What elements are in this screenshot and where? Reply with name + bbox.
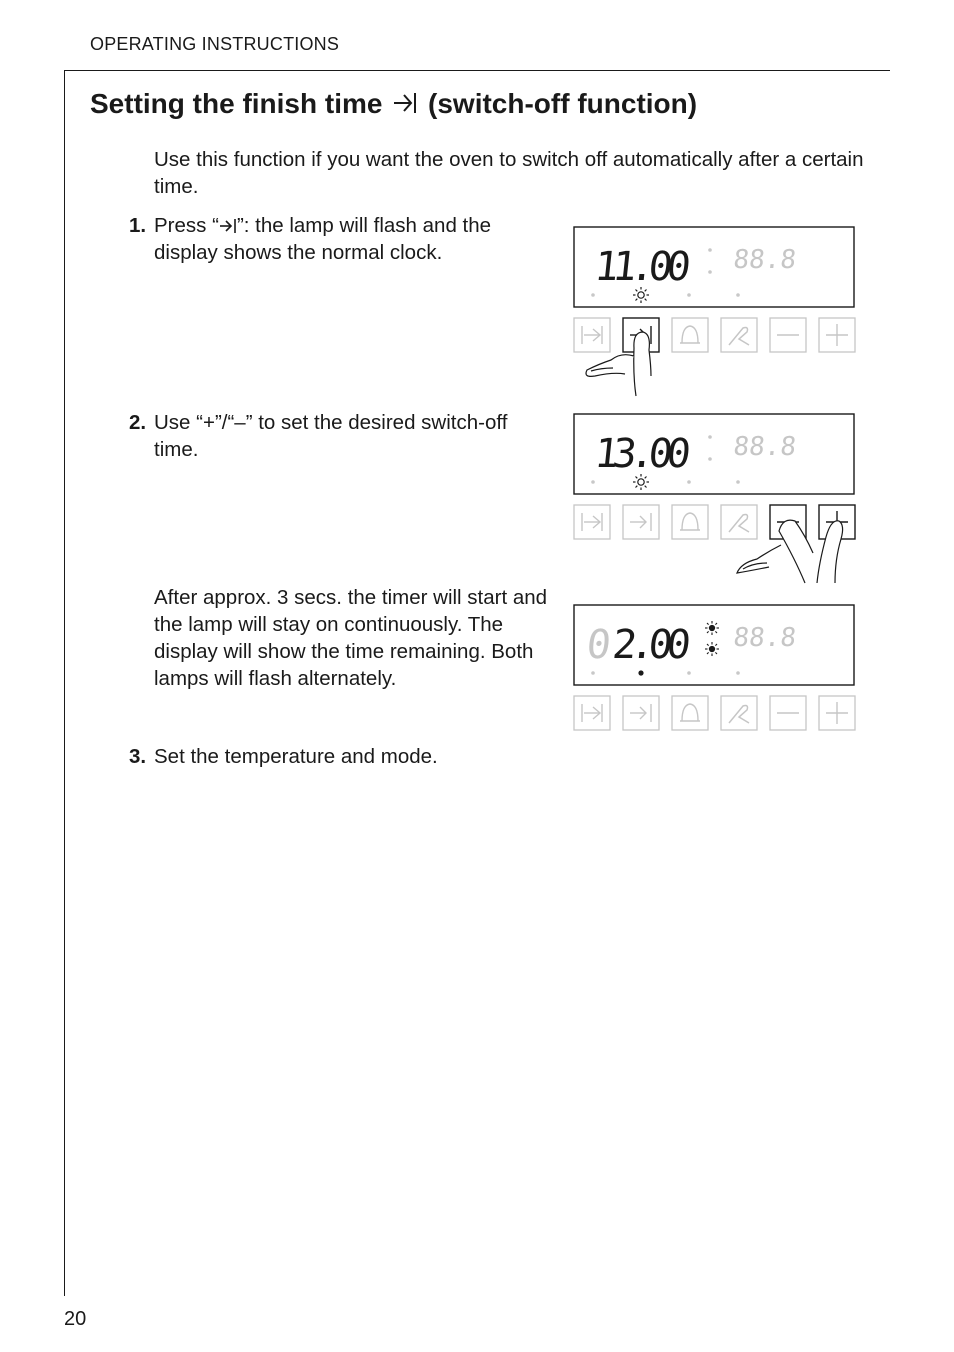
bell-icon (680, 704, 700, 721)
title-text-end: (switch-off function) (428, 88, 698, 119)
step-1-text (154, 212, 546, 266)
step-1-number: 1. (129, 214, 147, 237)
rapid-heat-button[interactable] (721, 318, 757, 352)
rapid-heat-icon (729, 328, 749, 346)
step-3-text: Set the temperature and mode. (154, 745, 438, 768)
indicator-lamp-active (638, 670, 643, 675)
end-time-icon (630, 704, 651, 722)
step-3-number: 3. (129, 745, 147, 768)
timer-note: After approx. 3 secs. the timer will start and the lamp will stay on continuously. The display will show the time remaining. Both lamps will flash alternately. (154, 586, 548, 690)
alarm-button[interactable] (672, 696, 708, 730)
control-panel-3 (573, 604, 857, 734)
pressing-hand (586, 332, 651, 396)
indicator-lamp (687, 293, 691, 297)
alarm-button[interactable] (672, 505, 708, 539)
rapid-heat-button[interactable] (721, 696, 757, 730)
duration-icon (582, 704, 602, 722)
rapid-heat-icon (729, 706, 749, 724)
pressing-hand (737, 520, 843, 583)
end-time-icon (219, 217, 237, 235)
duration-button[interactable] (574, 505, 610, 539)
duration-icon (582, 326, 602, 344)
alarm-button[interactable] (672, 318, 708, 352)
plus-icon (826, 702, 848, 724)
title-text-start: Setting the finish time (90, 88, 383, 119)
duration-icon (582, 513, 602, 531)
page-number: 20 (64, 1308, 87, 1330)
rapid-heat-icon (729, 515, 749, 533)
duration-button[interactable] (574, 696, 610, 730)
minus-button[interactable] (770, 318, 806, 352)
rapid-heat-button[interactable] (721, 505, 757, 539)
sun-lamp-icon (705, 642, 719, 656)
indicator-lamp (591, 480, 595, 484)
indicator-lamp (736, 671, 740, 675)
indicator-lamp (736, 480, 740, 484)
margin-rule (64, 70, 65, 1296)
step-1-text-a: Press “ (154, 214, 219, 237)
intro-paragraph: Use this function if you want the oven to switch off automatically after a certain time. (154, 148, 864, 198)
temperature-digits: 88.8 (731, 432, 798, 462)
bell-icon (680, 326, 700, 343)
plus-button[interactable] (819, 696, 855, 730)
indicator-lamp (591, 671, 595, 675)
clock-digits: 13.00 (592, 431, 694, 477)
plus-icon (826, 324, 848, 346)
indicator-lamp (591, 293, 595, 297)
indicator-lamp (687, 480, 691, 484)
indicator-lamp (687, 671, 691, 675)
page-title (90, 88, 697, 120)
end-time-button[interactable] (623, 505, 659, 539)
plus-button[interactable] (819, 318, 855, 352)
duration-button[interactable] (574, 318, 610, 352)
clock-digits: 11.00 (592, 244, 694, 290)
bell-icon (680, 513, 700, 530)
control-panel-1 (573, 226, 857, 398)
step-2-number: 2. (129, 411, 147, 434)
end-time-icon (392, 91, 418, 115)
minus-button[interactable] (770, 696, 806, 730)
header-rule (64, 70, 890, 71)
control-panel-2 (573, 413, 857, 585)
step-2-text: Use “+”/“–” to set the desired switch-off time. (154, 411, 508, 461)
temperature-digits: 88.8 (731, 245, 798, 275)
end-time-button[interactable] (623, 696, 659, 730)
end-time-icon (630, 513, 651, 531)
step-1-text-b: ”: the lamp will flash and the display shows the normal clock. (154, 214, 492, 264)
indicator-lamp (736, 293, 740, 297)
running-head: OPERATING INSTRUCTIONS (90, 34, 340, 54)
sun-lamp-icon (705, 621, 719, 635)
temperature-digits: 88.8 (731, 623, 798, 653)
timer-digits: 2.00 (610, 622, 694, 668)
dim-leading-digit: 0 (584, 622, 614, 668)
